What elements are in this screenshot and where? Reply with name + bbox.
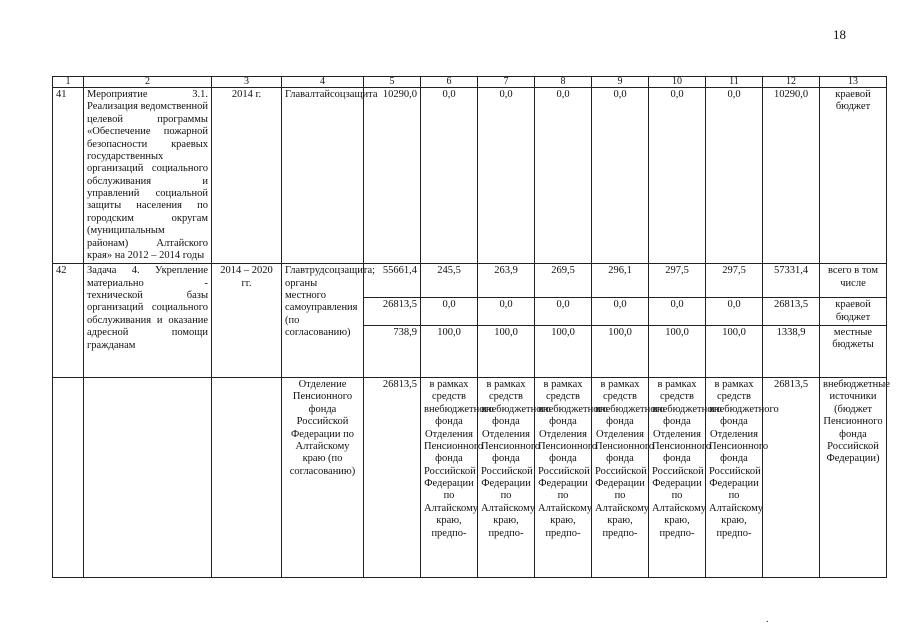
executor: Отделение Пенсионного фонда Российской Федерации по Алтайскому краю (по согласованию) [282, 378, 364, 578]
value-cell: 297,5 [706, 264, 763, 298]
col-header: 13 [820, 77, 887, 88]
value-cell: 0,0 [706, 298, 763, 326]
value-cell: 57331,4 [763, 264, 820, 298]
measure-name: Мероприятие 3.1. Реализация ведомственной целевой программы «Обеспечение пожарной безопасности краевых государственных организаций социального обслуживания и управлений социальной защиты населения по городским округам (муниципальным районам) Алтайского края» на 2012 – 2014 годы [84, 88, 212, 264]
funding-source: местные бюджеты [820, 326, 887, 378]
year-cell: в рамках средств внебюджетного фонда Отделения Пенсионного фонда Российской Федерации по Алтайскому краю, предпо- [421, 378, 478, 578]
col-header: 6 [421, 77, 478, 88]
funding-source: краевой бюджет [820, 88, 887, 264]
funding-source: внебюджетные источники (бюджет Пенсионного фонда Российской Федерации) [820, 378, 887, 578]
col-header: 2 [84, 77, 212, 88]
value-cell: 26813,5 [364, 378, 421, 578]
table-row-43 [53, 378, 887, 578]
col-header: 10 [649, 77, 706, 88]
col-header: 7 [478, 77, 535, 88]
col-header: 11 [706, 77, 763, 88]
value-cell: 0,0 [535, 298, 592, 326]
value-cell: 100,0 [706, 326, 763, 378]
task-name: Задача 4. Укрепление материально - технической базы организаций социального обслуживания и оказание адресной помощи гражданам [84, 264, 212, 378]
col-header: 4 [282, 77, 364, 88]
table-header-row [53, 77, 887, 88]
value-cell: 100,0 [535, 326, 592, 378]
period: 2014 – 2020 гг. [212, 264, 282, 378]
year-cell: в рамках средств внебюджетного фонда Отделения Пенсионного фонда Российской Федерации по Алтайскому краю, предпо- [478, 378, 535, 578]
value-cell: 0,0 [649, 298, 706, 326]
row-number: 42 [53, 264, 84, 378]
value-cell: 297,5 [649, 264, 706, 298]
value-cell: 100,0 [478, 326, 535, 378]
value-cell: 0,0 [478, 88, 535, 264]
value-cell: 1338,9 [763, 326, 820, 378]
value-cell: 10290,0 [364, 88, 421, 264]
period: 2014 г. [212, 88, 282, 264]
value-cell: 26813,5 [364, 298, 421, 326]
value-cell: 0,0 [478, 298, 535, 326]
table-row-41 [53, 88, 887, 264]
year-cell: в рамках средств внебюджетного фонда Отделения Пенсионного фонда Российской Федерации по Алтайскому краю, предпо- [535, 378, 592, 578]
row-number: 41 [53, 88, 84, 264]
value-cell: 0,0 [592, 298, 649, 326]
col-header: 5 [364, 77, 421, 88]
value-cell: 26813,5 [763, 298, 820, 326]
value-cell: 296,1 [592, 264, 649, 298]
value-cell: 0,0 [649, 88, 706, 264]
col-header: 12 [763, 77, 820, 88]
value-cell: 0,0 [706, 88, 763, 264]
executor: Главтрудсоцзащита; органы местного самоуправления (по согласованию) [282, 264, 364, 378]
value-cell: 10290,0 [763, 88, 820, 264]
col-header: 9 [592, 77, 649, 88]
table-row-42a [53, 264, 887, 298]
col-header: 3 [212, 77, 282, 88]
value-cell: 100,0 [421, 326, 478, 378]
value-cell: 738,9 [364, 326, 421, 378]
funding-source: всего в том числе [820, 264, 887, 298]
value-cell: 0,0 [592, 88, 649, 264]
year-cell: в рамках средств внебюджетного фонда Отделения Пенсионного фонда Российской Федерации по Алтайскому краю, предпо- [649, 378, 706, 578]
page-number: 18 [833, 27, 846, 42]
year-cell: в рамках средств внебюджетного фонда Отделения Пенсионного фонда Российской Федерации по Алтайскому краю, предпо- [706, 378, 763, 578]
value-cell: 269,5 [535, 264, 592, 298]
value-cell: 0,0 [535, 88, 592, 264]
year-cell: в рамках средств внебюджетного фонда Отделения Пенсионного фонда Российской Федерации по Алтайскому краю, предпо- [592, 378, 649, 578]
col-header: 1 [53, 77, 84, 88]
value-cell: 55661,4 [364, 264, 421, 298]
value-cell: 0,0 [421, 88, 478, 264]
value-cell: 0,0 [421, 298, 478, 326]
value-cell: 26813,5 [763, 378, 820, 578]
value-cell: 100,0 [649, 326, 706, 378]
executor: Главалтайсоцзащита [282, 88, 364, 264]
value-cell: 263,9 [478, 264, 535, 298]
value-cell: 100,0 [592, 326, 649, 378]
col-header: 8 [535, 77, 592, 88]
footer-mark: . [766, 614, 769, 625]
budget-table [52, 76, 890, 578]
funding-source: краевой бюджет [820, 298, 887, 326]
value-cell: 245,5 [421, 264, 478, 298]
